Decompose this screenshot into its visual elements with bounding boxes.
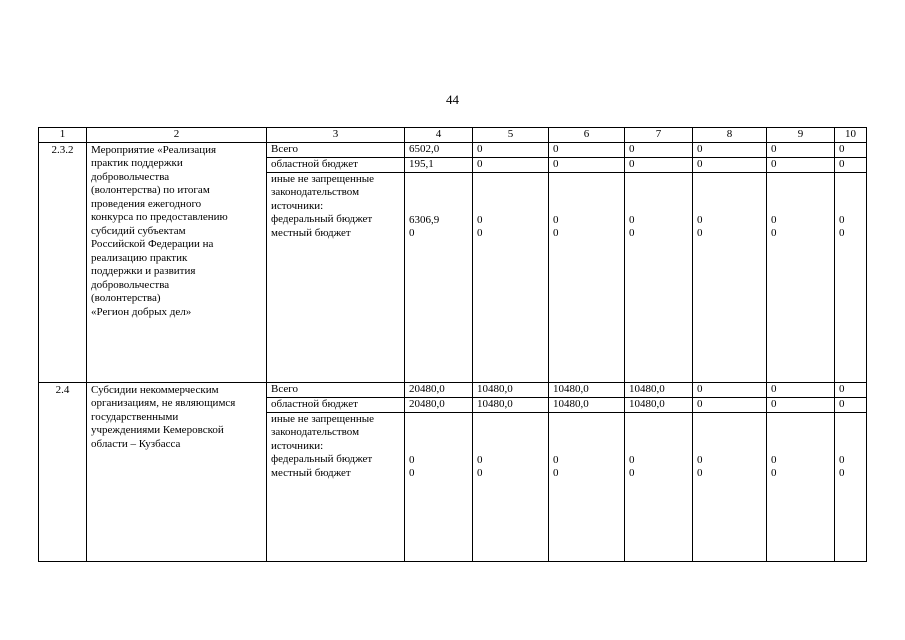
col-header: 9 <box>767 128 835 143</box>
row-label-other-sources: иные не запрещенные законодательством источники: федеральный бюджет местный бюджет <box>267 172 405 382</box>
table-cell <box>693 412 767 561</box>
col-header: 8 <box>693 128 767 143</box>
table-cell: 10480,0 <box>473 382 549 397</box>
col-header: 3 <box>267 128 405 143</box>
table-cell: 0 <box>473 157 549 172</box>
col-header: 7 <box>625 128 693 143</box>
cell-value: 0 0 <box>409 453 415 479</box>
table-cell: 0 <box>767 397 835 412</box>
table-cell: 0 <box>835 157 867 172</box>
item-number: 2.4 <box>39 382 87 561</box>
cell-value: 0 0 <box>553 213 559 239</box>
cell-value: 0 0 <box>629 213 635 239</box>
table-cell: 0 <box>767 142 835 157</box>
cell-value: 0 0 <box>477 213 483 239</box>
col-header: 5 <box>473 128 549 143</box>
item-description: Субсидии некоммерческим организациям, не являющимся государственными учреждениями Кемеровской области – Кузбасса <box>87 382 267 561</box>
table-cell <box>549 172 625 382</box>
table-cell <box>835 172 867 382</box>
page-number: 44 <box>446 92 459 107</box>
table-cell: 0 <box>835 142 867 157</box>
col-header: 1 <box>39 128 87 143</box>
table-cell: 0 <box>473 142 549 157</box>
cell-value: 0 0 <box>629 453 635 479</box>
table-cell <box>405 172 473 382</box>
cell-value: 0 0 <box>839 453 845 479</box>
table-cell <box>473 172 549 382</box>
table-cell: 0 <box>693 382 767 397</box>
budget-table <box>38 127 867 562</box>
table-cell: 0 <box>693 142 767 157</box>
table-cell: 20480,0 <box>405 382 473 397</box>
table-cell: 0 <box>835 397 867 412</box>
row-label-total: Всего <box>267 142 405 157</box>
col-header: 2 <box>87 128 267 143</box>
cell-value: 0 0 <box>771 213 777 239</box>
item-number: 2.3.2 <box>39 142 87 382</box>
cell-value: 0 0 <box>553 453 559 479</box>
table-cell: 195,1 <box>405 157 473 172</box>
cell-value: 0 0 <box>697 213 703 239</box>
table-cell <box>405 412 473 561</box>
table-cell <box>693 172 767 382</box>
table-cell: 0 <box>835 382 867 397</box>
cell-value: 0 0 <box>771 453 777 479</box>
table-cell: 0 <box>767 382 835 397</box>
row-label-other-sources: иные не запрещенные законодательством источники: федеральный бюджет местный бюджет <box>267 412 405 561</box>
row-label-regional: областной бюджет <box>267 397 405 412</box>
cell-value: 0 0 <box>839 213 845 239</box>
item-description: Мероприятие «Реализация практик поддержки добровольчества (волонтерства) по итогам проведения ежегодного конкурса по предоставлению субсидий субъектам Российской Федерации на реализацию практик поддержки и развития добровольчества (волонтерства) «Регион добрых дел» <box>87 142 267 382</box>
table-cell: 0 <box>693 157 767 172</box>
table-cell: 6502,0 <box>405 142 473 157</box>
table-cell: 0 <box>625 157 693 172</box>
table-cell: 10480,0 <box>549 397 625 412</box>
table-cell: 10480,0 <box>549 382 625 397</box>
table-row-total <box>39 142 867 157</box>
table-cell <box>767 412 835 561</box>
table-cell: 0 <box>625 142 693 157</box>
table-cell: 10480,0 <box>625 382 693 397</box>
row-label-total: Всего <box>267 382 405 397</box>
table-cell <box>625 172 693 382</box>
cell-value: 0 0 <box>697 453 703 479</box>
cell-value: 0 0 <box>477 453 483 479</box>
table-cell <box>767 172 835 382</box>
table-cell: 0 <box>767 157 835 172</box>
table-cell: 20480,0 <box>405 397 473 412</box>
table-cell <box>549 412 625 561</box>
col-header: 4 <box>405 128 473 143</box>
header-row <box>39 128 867 143</box>
table-row-total <box>39 382 867 397</box>
col-header: 6 <box>549 128 625 143</box>
table-cell: 0 <box>549 157 625 172</box>
row-label-regional: областной бюджет <box>267 157 405 172</box>
table-cell: 0 <box>693 397 767 412</box>
table-cell: 10480,0 <box>473 397 549 412</box>
table-cell <box>835 412 867 561</box>
table-cell: 0 <box>549 142 625 157</box>
table-cell <box>473 412 549 561</box>
table-cell <box>625 412 693 561</box>
col-header: 10 <box>835 128 867 143</box>
table-cell: 10480,0 <box>625 397 693 412</box>
cell-value: 6306,9 0 <box>409 213 440 239</box>
